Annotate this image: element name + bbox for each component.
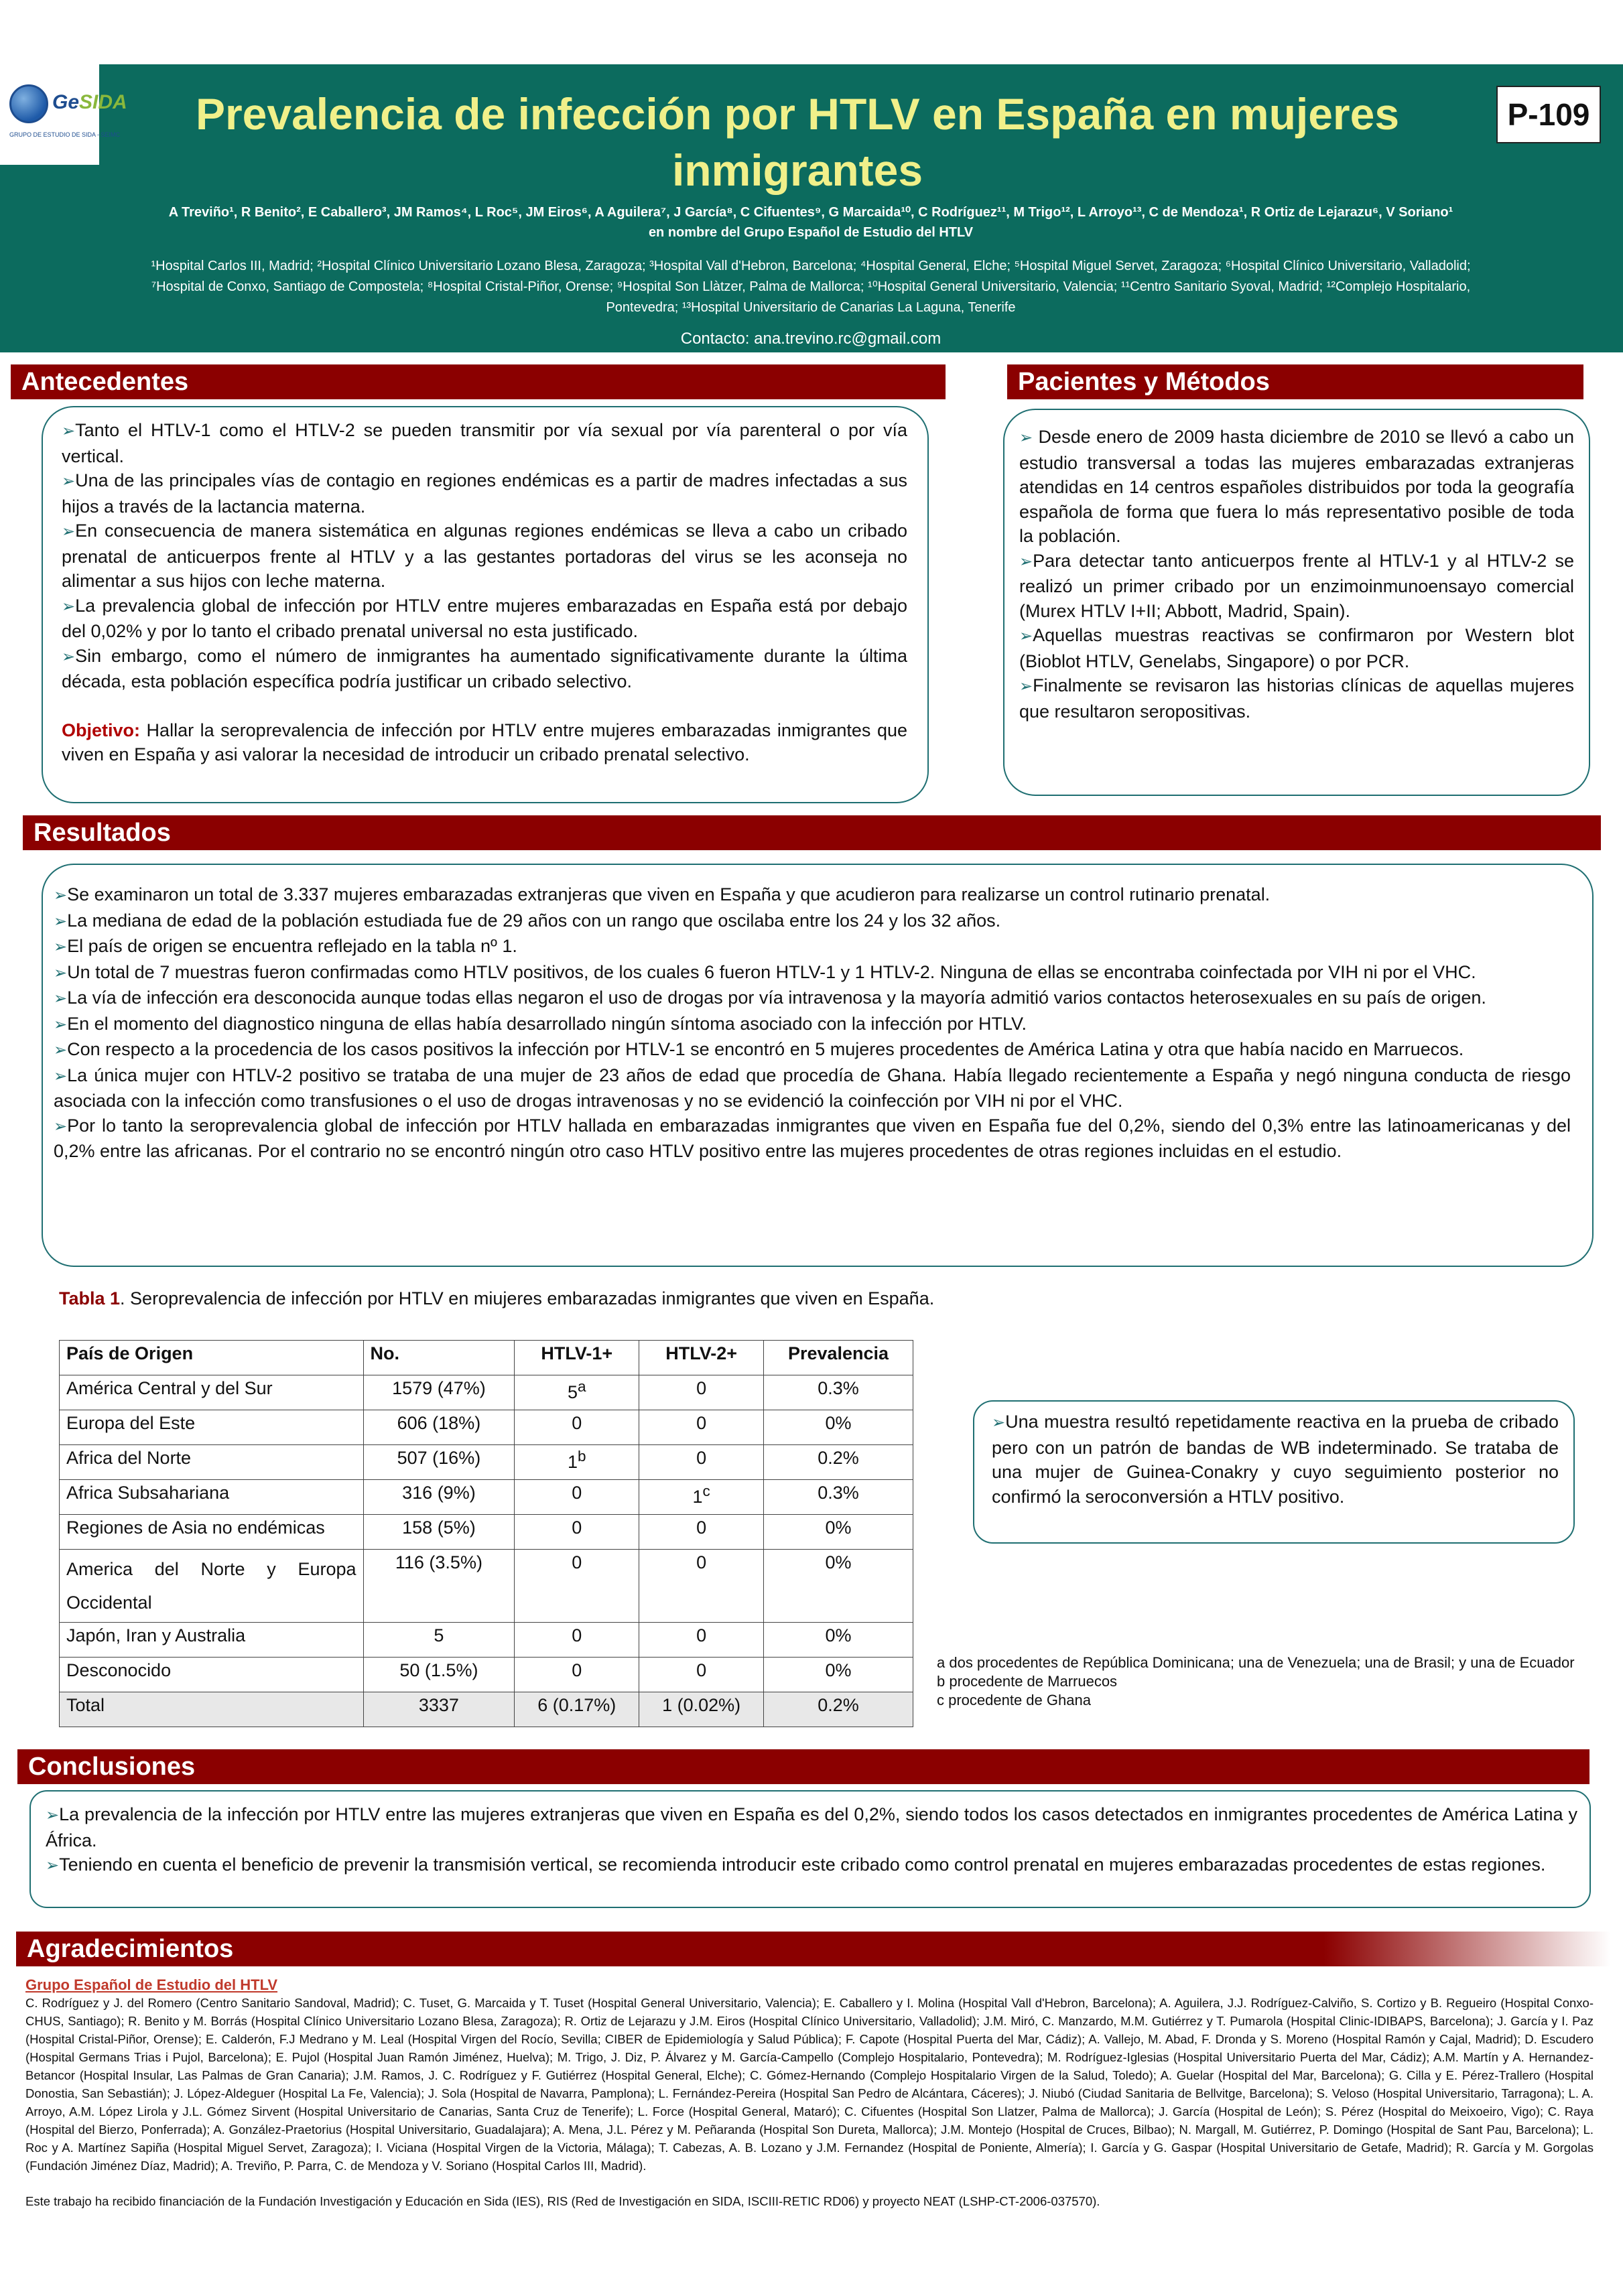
- list-item: ➢Una muestra resultó repetidamente reactiva en la prueba de cribado pero con un patrón de bandas de WB indeterminado. Se trataba de una mujer de Guinea-Conakry y cuyo seguimiento posterior no confirmó la seroconversión a HTLV positivo.: [992, 1412, 1559, 1507]
- arrow-bullet-icon: ➢: [62, 472, 76, 490]
- table-row: [60, 1515, 913, 1550]
- table-cell: 0: [515, 1623, 639, 1658]
- antecedentes-box: [42, 406, 929, 803]
- poster-id-badge: P-109: [1496, 86, 1601, 143]
- table-cell: 0: [515, 1480, 639, 1515]
- table-cell: 0.3%: [764, 1480, 913, 1515]
- arrow-bullet-icon: ➢: [54, 912, 68, 931]
- table-cell: 50 (1.5%): [363, 1658, 515, 1692]
- conclusiones-box: [29, 1790, 1591, 1908]
- table-row: [60, 1658, 913, 1692]
- arrow-bullet-icon: ➢: [54, 963, 68, 982]
- section-agradecimientos-header: Agradecimientos: [16, 1932, 1611, 1966]
- ack-text: C. Rodríguez y J. del Romero (Centro Sanitario Sandoval, Madrid); C. Tuset, G. Marcaida y T. Tuset (Hospital General Universitario, Valencia); E. Caballero y I. Molina (Hospital Vall d'Hebron, Barcelona); A. Aguilera, J.J. Rodríguez-Calviño, S. Cortizo y B. Regueiro (Hospital Conxo-CHUS, Santiago); R. Benito y M. Borrás (Hospital Clínico Universitario Lozano Blesa, Zaragoza); R. Ortiz de Lejarazu y J.M. Eiros (Hospital Clínico Universitario, Valladolid); J.M. Miró, C. Manzardo, M.M. Gutiérrez y T. Pumarola (Hospital Clinic-IDIBAPS, Barcelona); J. García y I. Paz (Hospital Cristal-Piñor, Orense); E. Calderón, F.J Medrano y M. Leal (Hospital Virgen del Rocío, Sevilla; CIBER de Epidemiología y Salud Pública); F. Capote (Hospital Puerta del Mar, Cádiz); A. Vallejo, M. Abad, F. Dronda y S. Moreno (Hospital Ramón y Cajal, Madrid); D. Escudero (Hospital Germans Trias i Pujol, Barcelona); E. Pujol (Hospital Juan Ramón Jiménez, Huelva); M. Trigo, J. Diz, P. Álvarez y M. García-Campello (Complejo Hospitalario, Pontevedra); M. Rodríguez-Iglesias (Hospital Universitario Puerta del Mar, Cádiz); A.M. Martín y A. Hernandez-Betancor (Hospital Insular, Las Palmas de Gran Canaria); J.M. Ramos, J. C. Rodríguez y F. Gutiérrez (Hospital General, Elche); C. Gómez-Hernando (Complejo Hospitalario Virgen de la Salud, Toledo); A. Guelar (Hospital del Mar, Barcelona); G. Cilla y E. Pérez-Trallero (Hospital Donostia, San Sebastián); J. López-Aldeguer (Hospital La Fe, Valencia); J. Sola (Hospital de Navarra, Pamplona); L. Fernández-Pereira (Hospital San Pedro de Alcántara, Cáceres); J. Niubó (Ciudad Sanitaria de Bellvitge, Barcelona); S. Veloso (Hospital Universitario, Tarragona); L. A. Arroyo, A.M. López Lirola y J.L. Gómez Sirvent (Hospital Universitario de Canarias, Santa Cruz de Tenerife); L. Force (Hospital General, Mataró); C. Cifuentes (Hospital Son Llatzer, Palma de Mallorca); J. García (Hospital de León); S. Pérez (Hospital do Meixoeiro, Vigo); C. Raya (Hospital del Bierzo, Ponferrada); A. González-Praetorius (Hospital Universitario, Guadalajara); A. Mena, J.L. Pérez y M. Peñaranda (Hospital Son Dureta, Mallorca); J.M. Montejo (Hospital de Cruces, Bilbao); N. Margall, M. Gutiérrez, P. Domingo (Hospital de Sant Pau, Barcelona); L. Roc y A. Martínez Sapiña (Hospital Miguel Servet, Zaragoza); I. Viciana (Hospital Virgen de la Victoria, Málaga); T. Cabezas, A. B. Lozano y J.M. Fernandez (Hospital de Poniente, Almería); I. García y G. Gaspar (Hospital Universitario de Getafe, Madrid); R. García y M. Gorgolas (Fundación Jiménez Díaz, Madrid); A. Treviño, P. Parra, C. de Mendoza y V. Soriano (Hospital Carlos III, Madrid).: [25, 1996, 1594, 2173]
- table-row: [60, 1375, 913, 1410]
- table-cell: Europa del Este: [60, 1410, 364, 1445]
- table-cell: 0%: [764, 1515, 913, 1550]
- list-item: ➢Con respecto a la procedencia de los casos positivos la infección por HTLV-1 se encontró en 5 mujeres procedentes de América Latina y otra que había nacido en Marruecos.: [54, 1039, 1464, 1059]
- table-cell: 0%: [764, 1658, 913, 1692]
- arrow-bullet-icon: ➢: [54, 938, 68, 956]
- arrow-bullet-icon: ➢: [1019, 429, 1033, 447]
- table-cell: 0: [639, 1515, 764, 1550]
- table-cell: 1$^b$: [515, 1445, 639, 1480]
- table-cell: Desconocido: [60, 1658, 364, 1692]
- poster-title: Prevalencia de infección por HTLV en España en mujeres inmigrantes: [195, 89, 1400, 195]
- section-antecedentes-header: Antecedentes: [11, 364, 946, 399]
- resultados-text: [54, 882, 1571, 1164]
- section-conclusiones-header: Conclusiones: [17, 1749, 1589, 1784]
- side-note-text: [992, 1410, 1559, 1509]
- list-item: ➢El país de origen se encuentra reflejado en la tabla nº 1.: [54, 936, 517, 956]
- list-item: ➢Para detectar tanto anticuerpos frente al HTLV-1 y al HTLV-2 se realizó un primer cribado por un enzimoinmunoensayo comercial (Murex HTLV I+II; Abbott, Madrid, Spain).: [1019, 550, 1574, 621]
- arrow-bullet-icon: ➢: [54, 1041, 68, 1059]
- section-pacientes-header: Pacientes y Métodos: [1007, 364, 1583, 399]
- table-cell: 5: [363, 1623, 515, 1658]
- gesida-logo: [0, 64, 127, 165]
- pacientes-text: [1019, 425, 1574, 724]
- table-cell: 0: [639, 1658, 764, 1692]
- table-cell: 0: [515, 1410, 639, 1445]
- funding-text: Este trabajo ha recibido financiación de la Fundación Investigación y Educación en Sida (IES), RIS (Red de Investigación en SIDA, ISCIII-RETIC RD06) y proyecto NEAT (LSHP-CT-2006-037570).: [25, 2194, 1100, 2208]
- table-cell: Africa Subsahariana: [60, 1480, 364, 1515]
- table-cell: 0.2%: [764, 1445, 913, 1480]
- arrow-bullet-icon: ➢: [54, 1067, 68, 1085]
- arrow-bullet-icon: ➢: [54, 1015, 68, 1034]
- arrow-bullet-icon: ➢: [1019, 552, 1033, 571]
- globe-icon: [9, 84, 48, 123]
- table-row: [60, 1623, 913, 1658]
- table-cell: 0: [639, 1445, 764, 1480]
- table-cell: 316 (9%): [363, 1480, 515, 1515]
- contact-email[interactable]: Contacto: ana.trevino.rc@gmail.com: [680, 330, 942, 348]
- footnote-b: b procedente de Marruecos: [937, 1673, 1118, 1690]
- conclusiones-text: [46, 1802, 1577, 1879]
- list-item: ➢Se examinaron un total de 3.337 mujeres embarazadas extranjeras que viven en España y que acudieron para realizarse un control rutinario prenatal.: [54, 884, 1271, 904]
- arrow-bullet-icon: ➢: [1019, 677, 1033, 695]
- table-cell: 0%: [764, 1550, 913, 1623]
- table-row: [60, 1445, 913, 1480]
- list-item: ➢Finalmente se revisaron las historias clínicas de aquellas mujeres que resultaron seropositivas.: [1019, 675, 1574, 722]
- col-header: HTLV-2+: [639, 1341, 764, 1375]
- table-cell: 5$^a$: [515, 1375, 639, 1410]
- table-cell: Total: [60, 1692, 364, 1727]
- table-row-total: [60, 1692, 913, 1727]
- col-header: País de Origen: [60, 1341, 364, 1375]
- list-item: ➢La vía de infección era desconocida aunque todas ellas negaron el uso de drogas por vía intravenosa y la mayoría admitió varios contactos heterosexuales en su país de origen.: [54, 988, 1486, 1008]
- side-note-box: [973, 1400, 1575, 1544]
- arrow-bullet-icon: ➢: [62, 597, 76, 616]
- table-cell: 158 (5%): [363, 1515, 515, 1550]
- table-cell: 0: [515, 1515, 639, 1550]
- list-item: ➢La mediana de edad de la población estudiada fue de 29 años con un rango que oscilaba entre los 24 y los 32 años.: [54, 910, 1001, 931]
- prevalence-table: [59, 1340, 913, 1727]
- antecedentes-text: [62, 418, 907, 767]
- section-resultados-header: Resultados: [23, 815, 1601, 850]
- list-item: ➢Aquellas muestras reactivas se confirmaron por Western blot (Bioblot HTLV, Genelabs, Singapore) o por PCR.: [1019, 625, 1574, 671]
- arrow-bullet-icon: ➢: [54, 886, 68, 904]
- list-item: ➢Un total de 7 muestras fueron confirmadas como HTLV positivos, de los cuales 6 fueron HTLV-1 y 1 HTLV-2. Ninguna de ellas se encontraba coinfectada por VIH ni por el VHC.: [54, 961, 1476, 982]
- table-cell: 507 (16%): [363, 1445, 515, 1480]
- table-cell: 0: [639, 1375, 764, 1410]
- table-cell: 6 (0.17%): [515, 1692, 639, 1727]
- affiliations: ¹Hospital Carlos III, Madrid; ²Hospital Clínico Universitario Lozano Blesa, Zaragoza; ³Hospital Vall d'Hebron, Barcelona; ⁴Hospital General, Elche; ⁵Hospital Miguel Servet, Zaragoza; ⁶Hospital Clínico Universitario, Valladolid; ⁷Hospital de Conxo, Santiago de Compostela; ⁸Hospital Cristal-Piñor, Orense; ⁹Hospital Son Llàtzer, Palma de Mallorca; ¹⁰Hospital General Universitario, Valencia; ¹¹Centro Sanitario Syoval, Madrid; ¹²Complejo Hospitalario, Pontevedra; ¹³Hospital Universitario de Canarias La Laguna, Tenerife: [151, 259, 1471, 315]
- table-cell: 0%: [764, 1623, 913, 1658]
- arrow-bullet-icon: ➢: [54, 990, 68, 1008]
- list-item: ➢Tanto el HTLV-1 como el HTLV-2 se pueden transmitir por vía sexual por vía parenteral o por vía vertical.: [62, 420, 907, 466]
- ack-group-title: Grupo Español de Estudio del HTLV: [25, 1976, 278, 1993]
- resultados-box: [42, 864, 1594, 1267]
- pacientes-box: [1003, 409, 1590, 796]
- arrow-bullet-icon: ➢: [62, 647, 76, 666]
- list-item: ➢En el momento del diagnostico ninguna de ellas había desarrollado ningún síntoma asociado con la infección por HTLV.: [54, 1013, 1027, 1034]
- table-cell: America del Norte y Europa Occidental: [60, 1550, 364, 1623]
- list-item: ➢Una de las principales vías de contagio en regiones endémicas es a partir de madres infectadas a sus hijos a través de la lactancia materna.: [62, 470, 907, 517]
- table-cell: 3337: [363, 1692, 515, 1727]
- table-cell: 0%: [764, 1410, 913, 1445]
- table-cell: 606 (18%): [363, 1410, 515, 1445]
- col-header: Prevalencia: [764, 1341, 913, 1375]
- arrow-bullet-icon: ➢: [1019, 627, 1033, 645]
- arrow-bullet-icon: ➢: [46, 1806, 60, 1824]
- table-row: [60, 1410, 913, 1445]
- arrow-bullet-icon: ➢: [62, 422, 76, 440]
- list-item: ➢ Desde enero de 2009 hasta diciembre de 2010 se llevó a cabo un estudio transversal a todas las mujeres embarazadas extranjeras atendidas en 14 centros españoles distribuidos por toda la geografía española de forma que fuera lo más representativo posible de toda la población.: [1019, 427, 1574, 546]
- col-header: HTLV-1+: [515, 1341, 639, 1375]
- table-cell: Regiones de Asia no endémicas: [60, 1515, 364, 1550]
- table-footnotes: [937, 1653, 1575, 1710]
- table-cell: 0: [639, 1410, 764, 1445]
- arrow-bullet-icon: ➢: [992, 1414, 1006, 1432]
- list-item: ➢La prevalencia global de infección por HTLV entre mujeres embarazadas en España está por debajo del 0,02% y por lo tanto el cribado prenatal universal no esta justificado.: [62, 595, 907, 641]
- logo-subtitle: GRUPO DE ESTUDIO DE SIDA - SEIMC: [9, 131, 121, 138]
- table-cell: 0: [515, 1658, 639, 1692]
- table-row: [60, 1550, 913, 1623]
- table-cell: 1 (0.02%): [639, 1692, 764, 1727]
- footnote-a: a dos procedentes de República Dominicana; una de Venezuela; una de Brasil; y una de Ecuador: [937, 1654, 1575, 1671]
- list-item: ➢Teniendo en cuenta el beneficio de prevenir la transmisión vertical, se recomienda introducir este cribado como control prenatal en mujeres embarazadas procedentes de estas regiones.: [46, 1854, 1546, 1875]
- table-cell: 0.2%: [764, 1692, 913, 1727]
- authors: A Treviño¹, R Benito², E Caballero³, JM Ramos⁴, L Roc⁵, JM Eiros⁶, A Aguilera⁷, J García⁸, C Cifuentes⁹, G Marcaida¹⁰, C Rodríguez¹¹, M Trigo¹², L Arroyo¹³, C de Mendoza¹, R Ortiz de Lejarazu⁶, V Soriano¹ en nombre del Grupo Español de Estudio del HTLV: [168, 205, 1453, 240]
- logo-brand: GeSIDA: [52, 91, 127, 113]
- table-cell: Africa del Norte: [60, 1445, 364, 1480]
- table-cell: 0: [639, 1623, 764, 1658]
- table-cell: 116 (3.5%): [363, 1550, 515, 1623]
- table-cell: América Central y del Sur: [60, 1375, 364, 1410]
- table-cell: 1579 (47%): [363, 1375, 515, 1410]
- table-caption: Tabla 1. Seroprevalencia de infección por HTLV en miujeres embarazadas inmigrantes que viven en España.: [59, 1288, 935, 1308]
- objetivo: Objetivo: Hallar la seroprevalencia de infección por HTLV entre mujeres embarazadas inmigrantes que viven en España y asi valorar la necesidad de introducir un cribado prenatal selectivo.: [62, 720, 907, 764]
- arrow-bullet-icon: ➢: [54, 1117, 68, 1136]
- arrow-bullet-icon: ➢: [62, 523, 76, 541]
- table-cell: 0: [515, 1550, 639, 1623]
- footnote-c: c procedente de Ghana: [937, 1692, 1091, 1708]
- arrow-bullet-icon: ➢: [46, 1856, 60, 1875]
- list-item: ➢Por lo tanto la seroprevalencia global de infección por HTLV hallada en embarazadas inmigrantes que viven en España fue del 0,2%, siendo del 0,3% entre las latinoamericanas y del 0,2% entre las africanas. Por el contrario no se encontró ningún otro caso HTLV positivo entre las mujeres procedentes de otras regiones incluidas en el estudio.: [54, 1115, 1571, 1161]
- table-cell: Japón, Iran y Australia: [60, 1623, 364, 1658]
- table-header-row: [60, 1341, 913, 1375]
- table-cell: 0.3%: [764, 1375, 913, 1410]
- table-cell: 0: [639, 1550, 764, 1623]
- list-item: ➢La prevalencia de la infección por HTLV entre las mujeres extranjeras que viven en España es del 0,2%, siendo todos los casos detectados en inmigrantes procedentes de América Latina y África.: [46, 1804, 1577, 1850]
- list-item: ➢Sin embargo, como el número de inmigrantes ha aumentado significativamente durante la última década, esta población específica podría justificar un cribado selectivo.: [62, 645, 907, 691]
- list-item: ➢La única mujer con HTLV-2 positivo se trataba de una mujer de 23 años de edad que procedía de Ghana. Había llegado recientemente a España y negó ninguna conducta de riesgo asociada con la infección como transfusiones o el uso de drogas intravenosas y no se evidenció la coinfección por VIH ni por el VHC.: [54, 1065, 1571, 1111]
- list-item: ➢En consecuencia de manera sistemática en algunas regiones endémicas se lleva a cabo un cribado prenatal de anticuerpos frente al HTLV y a las gestantes portadoras del virus se les aconseja no alimentar a sus hijos con leche materna.: [62, 521, 907, 591]
- table-row: [60, 1480, 913, 1515]
- col-header: No.: [363, 1341, 515, 1375]
- table-cell: 1$^c$: [639, 1480, 764, 1515]
